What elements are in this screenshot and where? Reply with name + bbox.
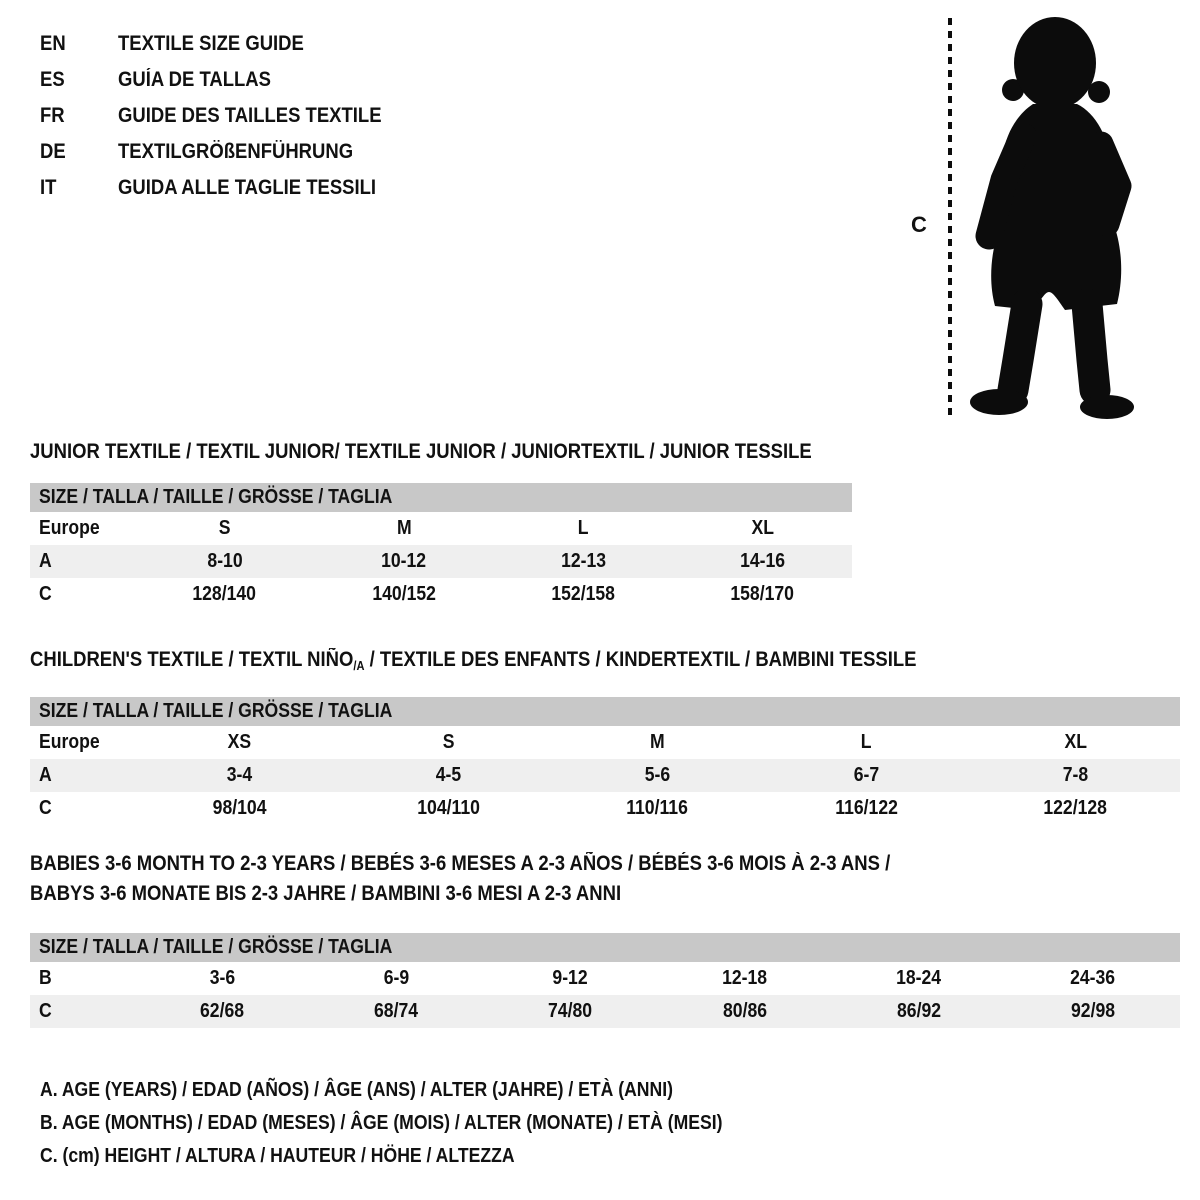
table-size-header-label: SIZE / TALLA / TAILLE / GRÖSSE / TAGLIA [39,935,393,958]
table-body [30,512,852,611]
language-row [40,26,417,62]
value-cell [494,517,673,540]
value-cell [494,550,673,573]
table-body [30,726,1180,825]
value-text: 4-5 [435,763,462,786]
row-label: C [39,999,52,1022]
value-cell [553,731,762,754]
value-cell [971,797,1180,820]
value-cell [314,517,493,540]
table-row [30,726,1180,759]
table-title [30,437,852,467]
language-code [40,176,118,200]
value-text: S [442,730,455,753]
table-title-text [30,879,621,909]
table-size-header [30,933,1180,962]
value-cell [1006,967,1180,990]
value-cell [135,764,344,787]
table-title-pre: BABIES 3-6 MONTH TO 2-3 YEARS / BEBÉS 3-6 MESES A 2-3 AÑOS / BÉBÉS 3-6 MOIS À 2-3 ANS / [30,851,891,875]
value-cell [135,517,314,540]
legend-line [40,1074,1200,1107]
value-text: 110/116 [626,796,689,819]
value-text: 80/86 [722,999,767,1022]
value-text: XL [751,517,774,539]
top-area [0,0,1200,437]
value-text: 92/98 [1070,999,1115,1022]
value-text: 140/152 [372,583,436,605]
table-body [30,962,1180,1028]
value-cell [344,764,553,787]
value-text: 10-12 [381,550,427,572]
value-text: 86/92 [896,999,941,1022]
value-text: 7-8 [1062,763,1089,786]
language-code-text: EN [40,32,66,55]
legend-line [40,1140,1200,1173]
value-cell [1006,1000,1180,1023]
value-cell [135,583,314,606]
value-cell [658,1000,832,1023]
language-label: GUIDE DES TAILLES TEXTILE [118,104,382,127]
legend-text: B. AGE (MONTHS) / EDAD (MESES) / ÂGE (MOIS) / ALTER (MONATE) / ETÀ (MESI) [40,1111,723,1134]
size-table-section [30,437,852,611]
value-text: S [218,517,231,539]
row-label-cell [30,731,135,754]
language-code-text: DE [40,140,66,163]
value-cell [832,1000,1006,1023]
row-label: Europe [39,517,100,539]
value-text: L [577,517,589,539]
figure [905,8,1160,430]
table-title-line [30,437,852,467]
table-size-header-label: SIZE / TALLA / TAILLE / GRÖSSE / TAGLIA [39,486,393,508]
row-label: C [39,583,52,605]
value-cell [762,764,971,787]
language-row [40,170,417,206]
row-label-cell [30,550,135,573]
row-label-cell [30,967,135,990]
size-table-section [30,849,1180,1028]
table-title-text [30,645,917,681]
table-row [30,512,852,545]
value-cell [673,550,852,573]
value-text: M [396,517,412,539]
value-text: M [650,730,665,753]
row-label: Europe [39,730,100,753]
value-cell [309,967,483,990]
value-text: 5-6 [644,763,671,786]
size-table-section [30,645,1180,825]
value-cell [135,1000,309,1023]
table-row [30,792,1180,825]
value-cell [135,550,314,573]
height-measure-label: C [911,212,927,237]
table-row [30,962,1180,995]
row-label-cell [30,797,135,820]
value-text: 74/80 [548,999,593,1022]
language-code-text: ES [40,68,65,91]
row-label: B [39,966,52,989]
value-cell [832,967,1006,990]
value-cell [762,797,971,820]
language-label: GUIDA ALLE TAGLIE TESSILI [118,176,377,199]
value-text: 116/122 [835,796,898,819]
row-label: C [39,796,52,819]
baby-silhouette-icon [905,8,1160,430]
table-title-text [30,437,812,467]
language-code [40,140,118,164]
value-cell [483,1000,657,1023]
value-cell [673,583,852,606]
value-cell [553,797,762,820]
table-row [30,995,1180,1028]
language-code-text: IT [40,176,57,199]
row-label-cell [30,583,135,606]
value-text: 12-13 [560,550,606,572]
language-row [40,134,417,170]
value-text: 24-36 [1070,966,1116,989]
value-text: XL [1064,730,1087,753]
value-cell [314,550,493,573]
language-code-text: FR [40,104,65,127]
value-text: 152/158 [551,583,615,605]
value-cell [135,731,344,754]
legend-text: C. (cm) HEIGHT / ALTURA / HAUTEUR / HÖHE / ALTEZZA [40,1144,515,1167]
value-cell [494,583,673,606]
baby-silhouette-shape [970,17,1134,419]
table-title-line [30,645,1180,681]
language-row [40,98,417,134]
value-text: 68/74 [374,999,419,1022]
value-text: 6-9 [383,966,409,989]
value-text: XS [227,730,252,753]
value-text: 158/170 [730,583,795,605]
language-label: TEXTILGRÖßENFÜHRUNG [118,140,354,163]
table-title-pre: JUNIOR TEXTILE / TEXTIL JUNIOR/ TEXTILE JUNIOR / JUNIORTEXTIL / JUNIOR TESSILE [30,440,812,463]
value-text: 104/110 [417,796,480,819]
value-text: 6-7 [853,763,880,786]
language-row [40,62,417,98]
row-label-cell [30,517,135,540]
value-cell [971,764,1180,787]
table-title-line [30,849,1180,879]
table-title-text [30,849,890,879]
table-size-header-label: SIZE / TALLA / TAILLE / GRÖSSE / TAGLIA [39,699,393,722]
language-label: TEXTILE SIZE GUIDE [118,32,304,55]
language-code [40,32,118,56]
value-cell [314,583,493,606]
value-cell [483,967,657,990]
legend [40,1074,1200,1173]
value-cell [971,731,1180,754]
value-cell [762,731,971,754]
row-label-cell [30,764,135,787]
table-title-post: / TEXTILE DES ENFANTS / KINDERTEXTIL / BAMBINI TESSILE [364,648,917,671]
value-text: 9-12 [552,966,589,989]
row-label: A [39,550,52,572]
value-cell [344,731,553,754]
value-text: L [861,730,872,753]
value-text: 18-24 [896,966,942,989]
table-size-header [30,483,852,512]
value-text: 3-4 [226,763,253,786]
language-list [40,26,417,206]
table-title [30,849,1180,909]
value-cell [553,764,762,787]
table-row [30,578,852,611]
row-label: A [39,763,52,786]
value-text: 122/128 [1043,796,1108,819]
value-text: 8-10 [207,550,243,572]
table-title [30,645,1180,681]
value-text: 62/68 [200,999,245,1022]
value-cell [344,797,553,820]
language-label: GUÍA DE TALLAS [118,68,271,91]
value-cell [658,967,832,990]
value-text: 12-18 [722,966,768,989]
table-title-subscript: /A [353,658,365,673]
value-text: 98/104 [212,796,267,819]
language-code [40,104,118,128]
value-cell [135,797,344,820]
legend-line [40,1107,1200,1140]
table-row [30,759,1180,792]
table-title-pre: CHILDREN'S TEXTILE / TEXTIL NIÑO [30,648,354,671]
table-title-pre: BABYS 3-6 MONATE BIS 2-3 JAHRE / BAMBINI 3-6 MESI A 2-3 ANNI [30,881,622,905]
value-cell [309,1000,483,1023]
language-code [40,68,118,92]
table-size-header [30,697,1180,726]
value-cell [673,517,852,540]
row-label-cell [30,1000,135,1023]
table-title-line [30,879,1180,909]
legend-text: A. AGE (YEARS) / EDAD (AÑOS) / ÂGE (ANS) / ALTER (JAHRE) / ETÀ (ANNI) [40,1078,673,1101]
table-row [30,545,852,578]
tables [30,437,1200,1028]
value-cell [135,967,309,990]
value-text: 3-6 [209,966,235,989]
value-text: 14-16 [739,550,785,572]
value-text: 128/140 [192,583,257,605]
